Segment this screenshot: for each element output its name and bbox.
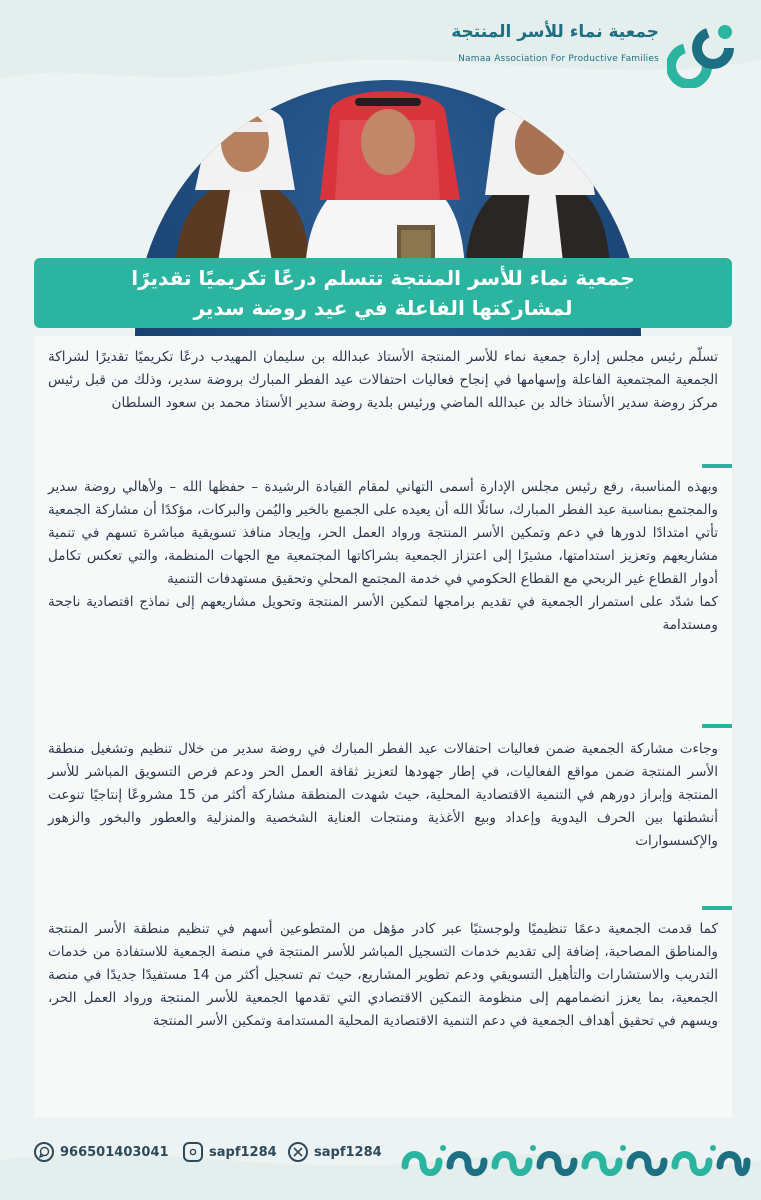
title-line-2: لمشاركتها الفاعلة في عيد روضة سدير xyxy=(193,296,573,320)
separator xyxy=(702,906,732,910)
x-handle: sapf1284 xyxy=(314,1144,382,1160)
whatsapp-contact[interactable] xyxy=(34,1141,169,1163)
brand-name-english: Namaa Association For Productive Families xyxy=(458,54,659,64)
paragraph-1-text: تسلّم رئيس مجلس إدارة جمعية نماء للأسر المنتجة الأستاذ عبدالله بن سليمان المهيدب درعًا تكريميًا تقديرًا لشراكة الجمعية المجتمعية الفاعلة وإسهامها في إنجاح فعاليات احتفالات عيد الفطر المبارك بروضة سدير، وذلك من قبل رئيس مركز روضة سدير الأستاذ خالد بن عبدالله الماضي ورئيس بلدية روضة سدير الأستاذ محمد بن سعود السلطان xyxy=(48,349,718,411)
separator xyxy=(702,724,732,728)
article-title-banner xyxy=(34,258,732,328)
ceremony-people-illustration xyxy=(135,80,641,280)
paragraph-2 xyxy=(48,476,718,637)
instagram-contact[interactable] xyxy=(183,1141,277,1163)
brand-name-arabic: جمعية نماء للأسر المنتجة xyxy=(451,22,659,42)
paragraph-2-text-b: كما شدّد على استمرار الجمعية في تقديم برامجها لتمكين الأسر المنتجة وتحويل مشاريعهم إلى نماذج اقتصادية ناجحة ومستدامة xyxy=(48,594,718,633)
decorative-pattern xyxy=(395,1136,755,1186)
ceremony-photo xyxy=(135,80,641,270)
separator xyxy=(702,464,732,468)
instagram-icon xyxy=(183,1142,203,1162)
whatsapp-icon xyxy=(34,1142,54,1162)
article-body xyxy=(34,336,732,1118)
instagram-handle: sapf1284 xyxy=(209,1144,277,1160)
brand-logo xyxy=(451,18,737,88)
paragraph-3-text: وجاءت مشاركة الجمعية ضمن فعاليات احتفالات عيد الفطر المبارك في روضة سدير من خلال تنظيم وتشغيل منطقة الأسر المنتجة ضمن مواقع الفعاليات، في إطار جهودها لتعزيز ثقافة العمل الحر ودعم فرص التسويق المباشر للأسر المنتجة وإبراز دورهم في التنمية الاقتصادية المحلية، حيث شهدت المنطقة مشاركة أكثر من 15 مشروعًا إنتاجيًا تنوعت أنشطتها بين الحرف اليدوية وإعداد وبيع الأغذية ومنتجات العناية الشخصية والمنزلية والعطور والبخور والزهور والإكسسوارات xyxy=(48,741,718,849)
title-line-1: جمعية نماء للأسر المنتجة تتسلم درعًا تكريميًا تقديرًا xyxy=(131,266,635,290)
paragraph-2-text: وبهذه المناسبة، رفع رئيس مجلس الإدارة أسمى التهاني لمقام القيادة الرشيدة – حفظها الله – ولأهالي روضة سدير والمجتمع بمناسبة عيد الفطر المبارك، سائلًا الله أن يعيده على الجميع بالخير واليُمن والبركات، مؤكدًا أن مشاركة الجمعية تأتي امتدادًا لدورها في دعم وتمكين الأسر المنتجة ورواد العمل الحر، وإيجاد منافذ تسويقية مباشرة تسهم في تنمية مشاريعهم وتعزيز استدامتها، مشيرًا إلى اعتزاز الجمعية بشراكاتها المجتمعية مع الجهات المنظمة، والتي تعكس تكامل أدوار القطاع غير الربحي مع القطاع الحكومي في خدمة المجتمع المحلي وتحقيق مستهدفات التنمية xyxy=(48,479,718,587)
namaa-logo-icon xyxy=(667,18,737,88)
paragraph-3 xyxy=(48,738,718,853)
paragraph-1 xyxy=(48,346,718,415)
paragraph-4 xyxy=(48,918,718,1033)
x-contact[interactable] xyxy=(288,1141,382,1163)
x-icon xyxy=(288,1142,308,1162)
footer xyxy=(0,1128,761,1200)
paragraph-4-text: كما قدمت الجمعية دعمًا تنظيميًا ولوجستيًا عبر كادر مؤهل من المتطوعين أسهم في تنظيم منطقة الأسر المنتجة والمناطق المصاحبة، إضافة إلى تقديم خدمات التسجيل المباشر للأسر المنتجة في منصة الجمعية للاستفادة من خدمات التدريب والاستشارات والتأهيل التسويقي ودعم تطوير المشاريع، حيث تم تسجيل أكثر من 14 مستفيدًا جديدًا في منصة الجمعية، بما يعزز انضمامهم إلى منظومة التمكين الاقتصادي التي تقدمها الجمعية للأسر المنتجة ورواد العمل الحر، ويسهم في تحقيق أهداف الجمعية في دعم التنمية الاقتصادية المحلية المستدامة وتمكين الأسر المنتجة xyxy=(48,921,718,1029)
whatsapp-number: 966501403041 xyxy=(60,1144,169,1160)
